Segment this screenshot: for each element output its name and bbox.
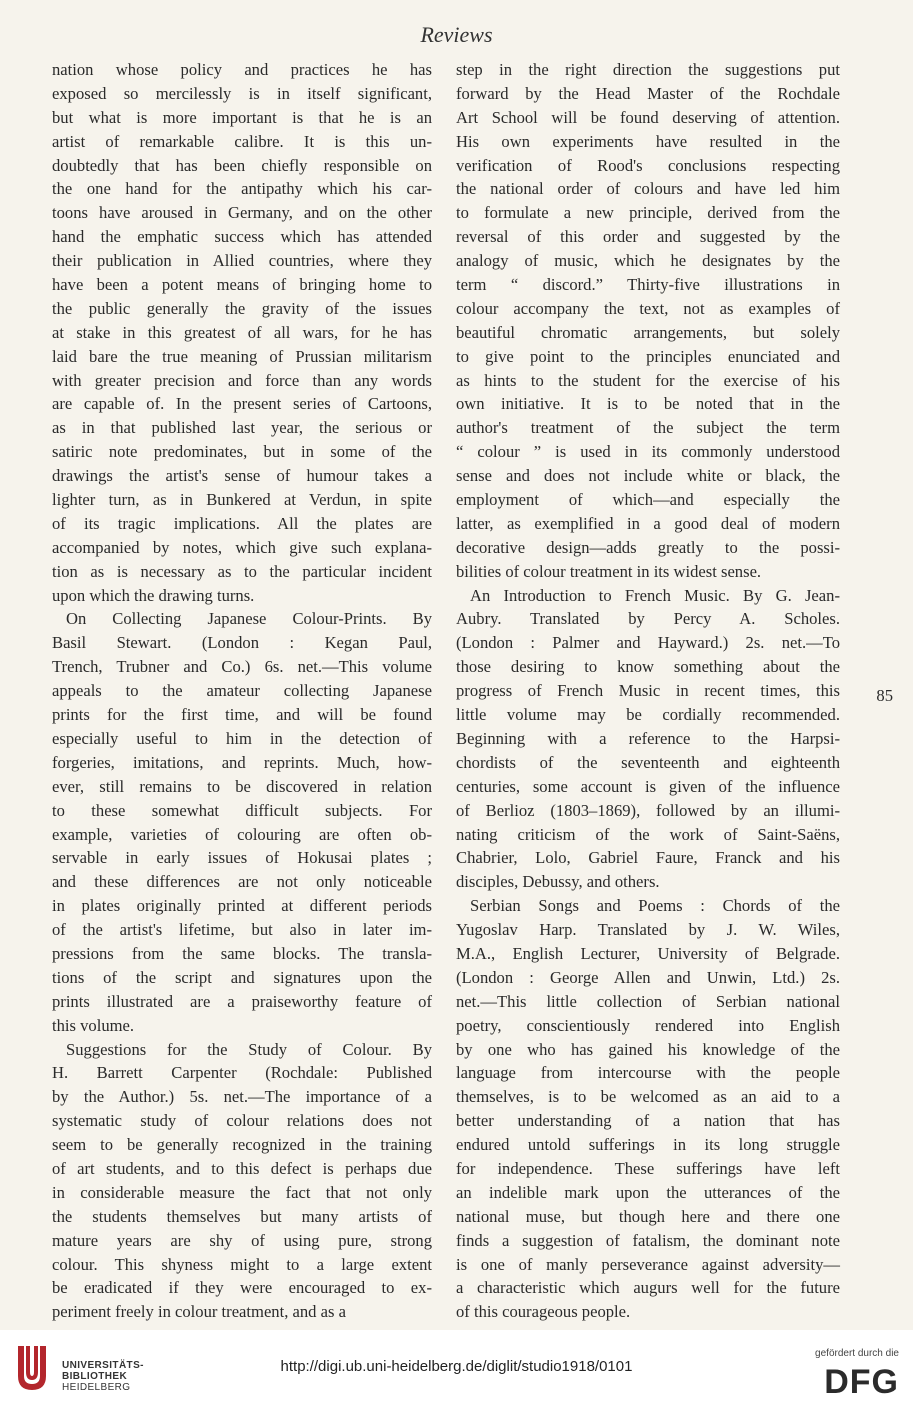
- running-head: Reviews: [420, 22, 493, 47]
- text-line: but what is more important is that he is an: [52, 107, 432, 127]
- text-line: and these differences are not only noticeable: [52, 872, 432, 892]
- text-line: bilities of colour treatment in its widest sense.: [456, 561, 762, 581]
- text-line: Aubry. Translated by Percy A. Scholes.: [456, 609, 840, 629]
- text-line: of its tragic implications. All the plates are: [52, 513, 432, 533]
- text-line: drawings the artist's sense of humour takes a: [52, 466, 432, 486]
- dfg-logo: DFG: [824, 1363, 899, 1401]
- text-line: nating criticism of the work of Saint-Saëns,: [456, 824, 840, 844]
- funded-by-label: gefördert durch die: [815, 1348, 899, 1359]
- text-line: analogy of music, which he designates by the: [456, 251, 840, 271]
- text-line: “ colour ” is used in its commonly understood: [456, 442, 840, 462]
- text-line: poetry, conscientiously rendered into English: [456, 1015, 840, 1035]
- text-line: upon which the drawing turns.: [52, 585, 255, 605]
- text-line: especially useful to him in the detection of: [52, 728, 432, 748]
- text-line: tions of the script and signatures upon the: [52, 967, 432, 987]
- text-line: sense and does not include white or black, the: [456, 466, 840, 486]
- text-line: tion as is necessary as to the particular incident: [52, 561, 432, 581]
- text-line: to formulate a new principle, derived from the: [456, 203, 840, 223]
- text-line: beautiful chromatic arrangements, but solely: [456, 322, 840, 342]
- text-line: have been a potent means of bringing home to: [52, 275, 432, 295]
- text-line: for independence. These sufferings have left: [456, 1158, 840, 1178]
- text-line: is one of manly perseverance against adversity—: [456, 1254, 840, 1274]
- text-line: H. Barrett Carpenter (Rochdale: Published: [52, 1063, 432, 1083]
- text-line: His own experiments have resulted in the: [456, 131, 840, 151]
- text-line: the students themselves but many artists of: [52, 1206, 432, 1226]
- text-line: step in the right direction the suggestions put: [456, 60, 840, 79]
- text-line: satiric note predominates, but in some of the: [52, 442, 432, 462]
- right-column: [456, 58, 840, 1324]
- text-line: as in that published last year, the serious or: [52, 418, 432, 438]
- text-line: colour accompany the text, not as examples of: [456, 298, 840, 318]
- text-line: An Introduction to French Music. By G. Jean-: [470, 585, 840, 605]
- text-line: prints illustrated are a praiseworthy feature of: [52, 991, 432, 1011]
- text-line: forward by the Head Master of the Rochdale: [456, 83, 840, 103]
- text-line: in plates originally printed at different periods: [52, 896, 432, 916]
- text-line: own initiative. It is to be noted that in the: [456, 394, 840, 414]
- university-library-name: UNIVERSITÄTS- BIBLIOTHEK HEIDELBERG: [62, 1360, 144, 1393]
- text-line: this volume.: [52, 1015, 135, 1035]
- text-line: appeals to the amateur collecting Japanese: [52, 681, 432, 701]
- text-line: M.A., English Lecturer, University of Belgrade.: [456, 943, 840, 963]
- text-line: national muse, but though here and there one: [456, 1206, 840, 1226]
- text-line: colour. This shyness might to a large extent: [52, 1254, 432, 1274]
- text-line: employment of which—and especially the: [456, 490, 840, 510]
- left-column: [52, 58, 432, 1324]
- text-line: progress of French Music in recent times, this: [456, 681, 840, 701]
- text-line: laid bare the true meaning of Prussian militarism: [52, 346, 432, 366]
- text-line: of art students, and to this defect is perhaps due: [52, 1158, 432, 1178]
- text-line: artist of remarkable calibre. It is this un-: [52, 131, 432, 151]
- page-number: 85: [876, 686, 893, 705]
- text-line: exposed so mercilessly is in itself significant,: [52, 83, 432, 103]
- text-line: toons have aroused in Germany, and on the other: [52, 203, 432, 223]
- text-line: hand the emphatic success which has attended: [52, 227, 432, 247]
- text-line: net.—This little collection of Serbian national: [456, 991, 840, 1011]
- text-line: of the artist's lifetime, but also in later im-: [52, 920, 432, 940]
- text-line: centuries, some account is given of the influence: [456, 776, 840, 796]
- text-line: author's treatment of the subject the term: [456, 418, 840, 438]
- text-line: accompanied by notes, which give such explana-: [52, 537, 432, 557]
- text-line: the public generally the gravity of the issues: [52, 298, 432, 318]
- text-line: mature years are shy of using pure, strong: [52, 1230, 432, 1250]
- text-line: Basil Stewart. (London : Kegan Paul,: [52, 633, 432, 653]
- text-line: the one hand for the antipathy which his car-: [52, 179, 432, 199]
- text-line: Yugoslav Harp. Translated by J. W. Wiles,: [456, 920, 840, 940]
- text-line: ever, still remains to be discovered in relation: [52, 776, 432, 796]
- text-line: seem to be generally recognized in the training: [52, 1135, 432, 1155]
- text-line: Serbian Songs and Poems : Chords of the: [470, 896, 840, 916]
- text-line: of this courageous people.: [456, 1302, 631, 1322]
- text-line: prints for the first time, and will be found: [52, 705, 432, 725]
- text-line: better understanding of a nation that has: [456, 1111, 840, 1131]
- text-line: to these somewhat difficult subjects. For: [52, 800, 432, 820]
- text-line: forgeries, imitations, and reprints. Much, how-: [52, 752, 432, 772]
- text-line: in considerable measure the fact that not only: [52, 1182, 432, 1202]
- text-line: those desiring to know something about the: [456, 657, 840, 677]
- text-line: an indelible mark upon the utterances of the: [456, 1182, 840, 1202]
- text-line: finds a suggestion of fatalism, the dominant note: [456, 1230, 840, 1250]
- text-line: example, varieties of colouring are often ob-: [52, 824, 432, 844]
- text-line: by the Author.) 5s. net.—The importance of a: [52, 1087, 432, 1107]
- text-line: be eradicated if they were encouraged to ex-: [52, 1278, 432, 1298]
- text-line: chordists of the seventeenth and eighteenth: [456, 752, 840, 772]
- text-line: little volume may be cordially recommended.: [456, 705, 840, 725]
- text-line: a characteristic which augurs well for the future: [456, 1278, 840, 1298]
- text-line: at stake in this greatest of all wars, for he has: [52, 322, 432, 342]
- text-line: verification of Rood's conclusions respecting: [456, 155, 840, 175]
- text-line: with greater precision and force than any words: [52, 370, 432, 390]
- text-line: nation whose policy and practices he has: [52, 60, 432, 79]
- text-line: of Berlioz (1803–1869), followed by an illumi-: [456, 800, 840, 820]
- text-line: themselves, is to be welcomed as an aid to a: [456, 1087, 840, 1107]
- text-line: by one who has gained his knowledge of the: [456, 1039, 840, 1059]
- text-line: periment freely in colour treatment, and as a: [52, 1302, 346, 1322]
- text-line: On Collecting Japanese Colour-Prints. By: [66, 609, 432, 629]
- text-line: pressions from the same blocks. The transla-: [52, 943, 432, 963]
- text-line: Chabrier, Lolo, Gabriel Faure, Franck and his: [456, 848, 840, 868]
- text-line: disciples, Debussy, and others.: [456, 872, 660, 892]
- text-line: systematic study of colour relations does not: [52, 1111, 432, 1131]
- text-line: Suggestions for the Study of Colour. By: [66, 1039, 432, 1059]
- permalink-url[interactable]: http://digi.ub.uni-heidelberg.de/diglit/studio1918/0101: [280, 1358, 633, 1375]
- text-line: endured untold sufferings in its long struggle: [456, 1135, 840, 1155]
- text-line: to give point to the principles enunciated and: [456, 346, 840, 366]
- text-line: (London : George Allen and Unwin, Ltd.) 2s.: [456, 967, 840, 987]
- text-line: reversal of this order and suggested by the: [456, 227, 840, 247]
- text-line: servable in early issues of Hokusai plates ;: [52, 848, 432, 868]
- text-line: are capable of. In the present series of Cartoons,: [52, 394, 432, 414]
- text-line: their publication in Allied countries, where they: [52, 251, 432, 271]
- text-line: decorative design—adds greatly to the possi-: [456, 537, 840, 557]
- text-line: as hints to the student for the exercise of his: [456, 370, 840, 390]
- footer-bar: [0, 1330, 913, 1409]
- text-line: latter, as exemplified in a good deal of modern: [456, 513, 840, 533]
- text-line: (London : Palmer and Hayward.) 2s. net.—To: [456, 633, 840, 653]
- text-line: the national order of colours and have led him: [456, 179, 840, 199]
- text-line: Trench, Trubner and Co.) 6s. net.—This volume: [52, 657, 432, 677]
- text-line: Beginning with a reference to the Harpsi-: [456, 728, 840, 748]
- text-line: lighter turn, as in Bunkered at Verdun, in spite: [52, 490, 432, 510]
- text-line: term “ discord.” Thirty-five illustrations in: [456, 275, 840, 295]
- text-line: Art School will be found deserving of attention.: [456, 107, 840, 127]
- text-line: language from intercourse with the people: [456, 1063, 840, 1083]
- text-line: doubtedly that has been chiefly responsible on: [52, 155, 432, 175]
